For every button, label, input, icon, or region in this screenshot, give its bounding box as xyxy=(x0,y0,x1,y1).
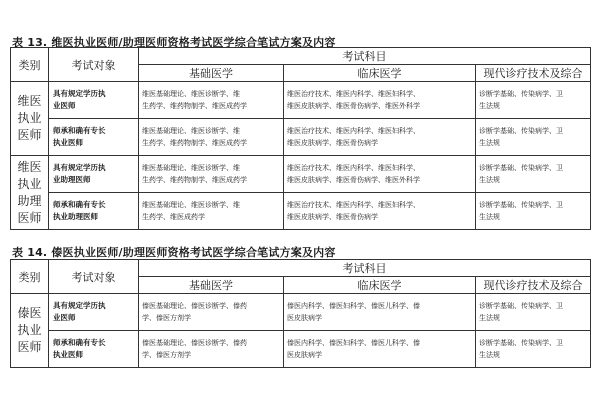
target-cell: 具有规定学历执 业助理医师 xyxy=(49,156,139,193)
category-cell: 傣医 执业 医师 xyxy=(11,294,49,368)
modern-cell: 诊断学基础、传染病学、卫 生法规 xyxy=(476,119,591,156)
basic-cell: 傣医基础理论、傣医诊断学、傣药 学、傣医方剂学 xyxy=(139,294,284,331)
target-cell: 具有规定学历执 业医师 xyxy=(49,82,139,119)
modern-cell: 诊断学基础、传染病学、卫 生法规 xyxy=(476,82,591,119)
target-cell: 师承和确有专长 执业医师 xyxy=(49,331,139,368)
table14-caption: 表 14. 傣医执业医师/助理医师资格考试医学综合笔试方案及内容 xyxy=(12,246,336,259)
table13-caption: 表 13. 维医执业医师/助理医师资格考试医学综合笔试方案及内容 xyxy=(12,36,336,49)
table-row xyxy=(11,331,591,368)
basic-cell: 傣医基础理论、傣医诊断学、傣药 学、傣医方剂学 xyxy=(139,331,284,368)
basic-cell: 维医基础理论、维医诊断学、维 生药学、维药物制学、维医成药学 xyxy=(139,119,284,156)
clinical-cell: 维医治疗技术、维医内科学、维医妇科学、 维医皮肤病学、维医骨伤病学 xyxy=(284,193,476,230)
header-category: 类别 xyxy=(11,48,49,82)
table13 xyxy=(10,47,591,230)
target-cell: 师承和确有专长 执业助理医师 xyxy=(49,193,139,230)
header-target: 考试对象 xyxy=(49,260,139,294)
header-clinical: 临床医学 xyxy=(284,277,476,294)
header-basic: 基础医学 xyxy=(139,65,284,82)
clinical-cell: 维医治疗技术、维医内科学、维医妇科学、 维医皮肤病学、维医骨伤病学、维医外科学 xyxy=(284,156,476,193)
target-cell: 具有规定学历执 业医师 xyxy=(49,294,139,331)
basic-cell: 维医基础理论、维医诊断学、维 生药学、维药物制学、维医成药学 xyxy=(139,82,284,119)
clinical-cell: 维医治疗技术、维医内科学、维医妇科学、 维医皮肤病学、维医骨伤病学、维医外科学 xyxy=(284,82,476,119)
category-cell: 维医 执业 助理 医师 xyxy=(11,156,49,230)
header-subjects: 考试科目 xyxy=(139,260,591,277)
target-cell: 师承和确有专长 执业医师 xyxy=(49,119,139,156)
header-clinical: 临床医学 xyxy=(284,65,476,82)
header-modern: 现代诊疗技术及综合 xyxy=(476,65,591,82)
table-row xyxy=(11,294,591,331)
modern-cell: 诊断学基础、传染病学、卫 生法规 xyxy=(476,193,591,230)
header-modern: 现代诊疗技术及综合 xyxy=(476,277,591,294)
table-row xyxy=(11,193,591,230)
clinical-cell: 维医治疗技术、维医内科学、维医妇科学、 维医皮肤病学、维医骨伤病学 xyxy=(284,119,476,156)
basic-cell: 维医基础理论、维医诊断学、维 生药学、维药物制学、维医成药学 xyxy=(139,156,284,193)
clinical-cell: 傣医内科学、傣医妇科学、傣医儿科学、傣 医皮肤病学 xyxy=(284,294,476,331)
header-basic: 基础医学 xyxy=(139,277,284,294)
clinical-cell: 傣医内科学、傣医妇科学、傣医儿科学、傣 医皮肤病学 xyxy=(284,331,476,368)
modern-cell: 诊断学基础、传染病学、卫 生法规 xyxy=(476,331,591,368)
header-subjects: 考试科目 xyxy=(139,48,591,65)
category-cell: 维医 执业 医师 xyxy=(11,82,49,156)
header-category: 类别 xyxy=(11,260,49,294)
table-row xyxy=(11,119,591,156)
modern-cell: 诊断学基础、传染病学、卫 生法规 xyxy=(476,294,591,331)
table14 xyxy=(10,259,591,368)
basic-cell: 维医基础理论、维医诊断学、维 生药学、维医成药学 xyxy=(139,193,284,230)
modern-cell: 诊断学基础、传染病学、卫 生法规 xyxy=(476,156,591,193)
header-target: 考试对象 xyxy=(49,48,139,82)
table-row xyxy=(11,82,591,119)
table-row xyxy=(11,156,591,193)
